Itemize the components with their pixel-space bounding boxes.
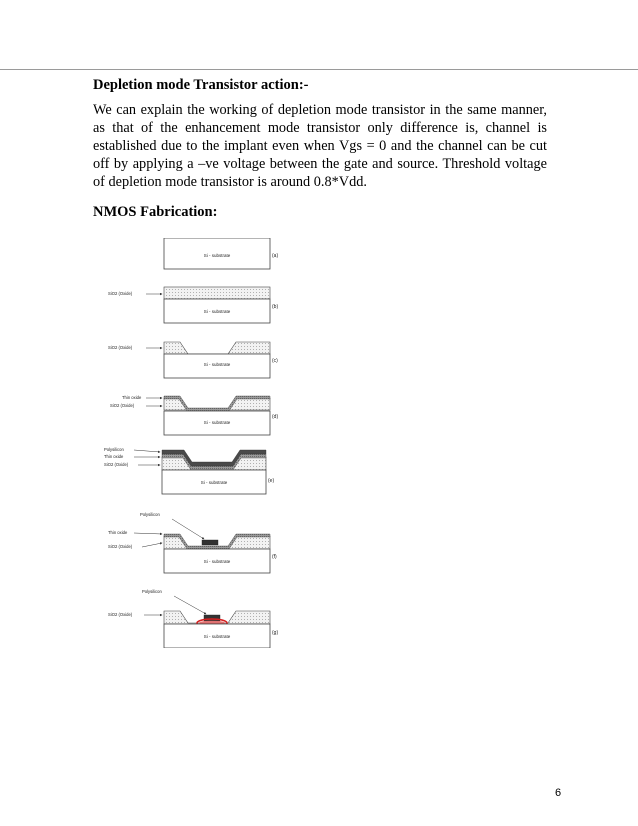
substrate-label: Si - substrate — [203, 420, 231, 425]
step-g — [108, 589, 278, 648]
thin-oxide-label: Thin oxide — [104, 454, 124, 459]
oxide-label: SiO2 (Oxide) — [108, 612, 133, 617]
polysilicon-gate — [202, 540, 218, 545]
oxide-label: SiO2 (Oxide) — [104, 462, 129, 467]
thin-oxide-label: Thin oxide — [122, 395, 142, 400]
step-tag: (e) — [268, 478, 275, 484]
oxide-label: SiO2 (Oxide) — [108, 291, 133, 296]
step-tag: (a) — [272, 253, 279, 259]
polysilicon-label: Polysilicon — [140, 512, 160, 517]
substrate-label: Si - substrate — [203, 634, 231, 639]
step-f — [108, 512, 277, 573]
step-tag: (b) — [272, 304, 279, 310]
step-tag: (c) — [272, 358, 278, 364]
oxide-label: SiO2 (Oxide) — [108, 544, 133, 549]
step-e — [104, 447, 274, 494]
step-tag: (d) — [272, 414, 279, 420]
substrate-label: Si - substrate — [203, 309, 231, 314]
step-d — [110, 395, 278, 435]
step-tag: (f) — [272, 554, 277, 560]
nmos-fabrication-figure — [100, 238, 300, 648]
substrate-label: Si - substrate — [200, 480, 228, 485]
thin-oxide-label: Thin oxide — [108, 530, 128, 535]
substrate-label: Si - substrate — [203, 253, 231, 258]
substrate-label: Si - substrate — [203, 559, 231, 564]
substrate-label: Si - substrate — [203, 362, 231, 367]
step-b — [108, 287, 278, 323]
page-number: 6 — [555, 787, 562, 799]
polysilicon-gate — [204, 615, 220, 621]
oxide-label: SiO2 (Oxide) — [110, 403, 135, 408]
section-heading-nmos: NMOS Fabrication: — [93, 204, 218, 220]
body-paragraph: We can explain the working of depletion mode transistor in the same manner, as that of the enhancement mode transistor only difference is, channel is established due to the implant even when Vgs = 0 and the channel can be cut off by applying a –ve voltage between the gate and source. Threshold voltage of depletion mode transistor is around 0.8*Vdd. — [93, 102, 547, 190]
step-c — [108, 342, 278, 378]
step-a — [164, 238, 278, 269]
polysilicon-label: Polysilicon — [104, 447, 124, 452]
oxide-layer — [164, 287, 270, 299]
header-rule — [0, 69, 638, 70]
oxide-layer — [164, 342, 270, 354]
oxide-label: SiO2 (Oxide) — [108, 345, 133, 350]
section-heading-depletion: Depletion mode Transistor action:- — [93, 77, 309, 93]
step-tag: (g) — [272, 630, 279, 636]
polysilicon-label: Polysilicon — [142, 589, 162, 594]
